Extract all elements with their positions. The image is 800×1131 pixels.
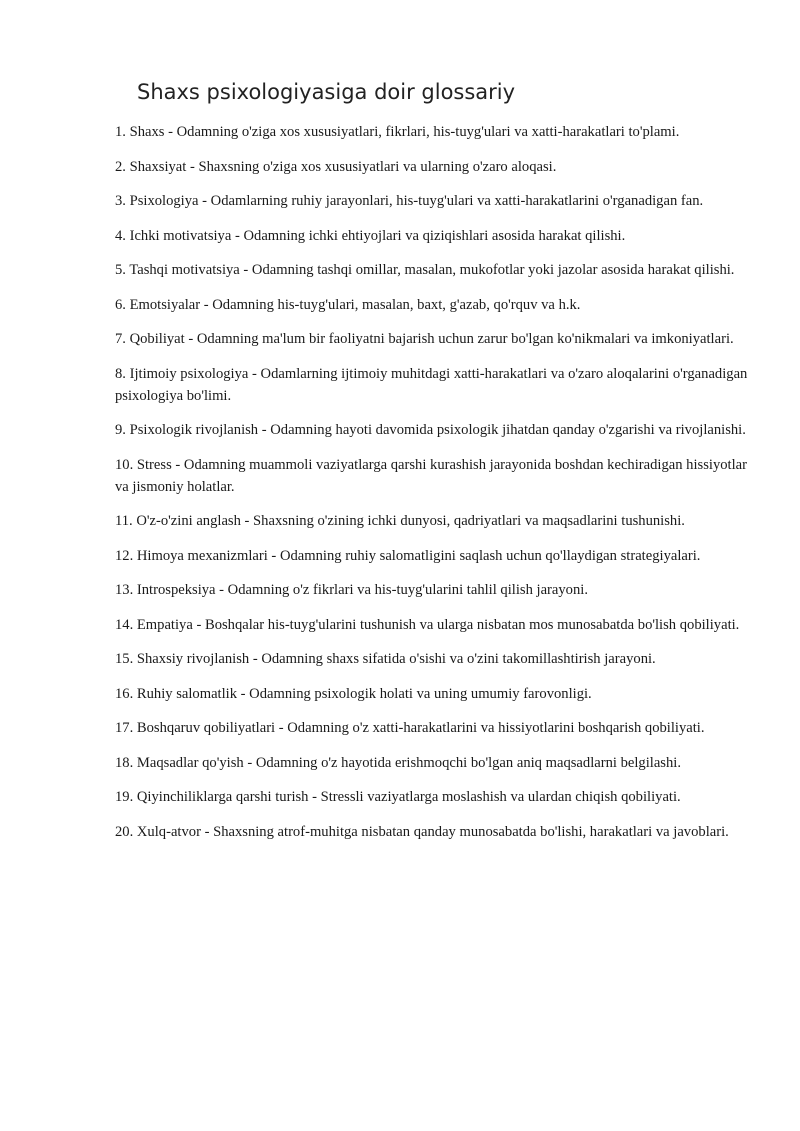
glossary-entry: 12. Himoya mexanizmlari - Odamning ruhiy salomatligini saqlash uchun qo'llaydigan strategiyalari. <box>115 547 701 564</box>
glossary-entry: 2. Shaxsiyat - Shaxsning o'ziga xos xususiyatlari va ularning o'zaro aloqasi. <box>115 158 557 175</box>
glossary-entry: 18. Maqsadlar qo'yish - Odamning o'z hayotida erishmoqchi bo'lgan aniq maqsadlarni belgilashi. <box>115 754 681 771</box>
glossary-entry: 5. Tashqi motivatsiya - Odamning tashqi omillar, masalan, mukofotlar yoki jazolar asosida harakat qilishi. <box>115 262 735 278</box>
glossary-entry: 19. Qiyinchiliklarga qarshi turish - Stressli vaziyatlarga moslashish va ulardan chiqish qobiliyati. <box>115 789 681 805</box>
glossary-entry: 10. Stress - Odamning muammoli vaziyatlarga qarshi kurashish jarayonida boshdan kechiradigan hissiyotlar va jismoniy holatlar. <box>115 456 747 495</box>
glossary-list <box>115 121 750 855</box>
glossary-entry: 6. Emotsiyalar - Odamning his-tuyg'ulari, masalan, baxt, g'azab, qo'rquv va h.k. <box>115 296 581 313</box>
glossary-entry: 20. Xulq-atvor - Shaxsning atrof-muhitga nisbatan qanday munosabatda bo'lishi, harakatlari va javoblari. <box>115 823 729 840</box>
glossary-entry: 15. Shaxsiy rivojlanish - Odamning shaxs sifatida o'sishi va o'zini takomillashtirish jarayoni. <box>115 651 656 667</box>
document-title: Shaxs psixologiyasiga doir glossariy <box>137 80 516 104</box>
glossary-entry: 13. Introspeksiya - Odamning o'z fikrlari va his-tuyg'ularini tahlil qilish jarayoni. <box>115 582 588 598</box>
glossary-entry: 1. Shaxs - Odamning o'ziga xos xususiyatlari, fikrlari, his-tuyg'ulari va xatti-harakatlari to'plami. <box>115 124 680 140</box>
glossary-entry: 14. Empatiya - Boshqalar his-tuyg'ularini tushunish va ularga nisbatan mos munosabatda bo'lish qobiliyati. <box>115 616 740 633</box>
glossary-entry: 9. Psixologik rivojlanish - Odamning hayoti davomida psixologik jihatdan qanday o'zgarishi va rivojlanishi. <box>115 422 746 438</box>
glossary-entry: 7. Qobiliyat - Odamning ma'lum bir faoliyatni bajarish uchun zarur bo'lgan ko'nikmalari va imkoniyatlari. <box>115 331 734 347</box>
glossary-entry: 11. O'z-o'zini anglash - Shaxsning o'zining ichki dunyosi, qadriyatlari va maqsadlarini tushunishi. <box>115 513 685 529</box>
glossary-entry: 8. Ijtimoiy psixologiya - Odamlarning ijtimoiy muhitdagi xatti-harakatlari va o'zaro aloqalarini o'rganadigan psixologiya bo'limi. <box>115 365 748 404</box>
glossary-entry: 4. Ichki motivatsiya - Odamning ichki ehtiyojlari va qiziqishlari asosida harakat qilishi. <box>115 227 626 244</box>
glossary-entry: 16. Ruhiy salomatlik - Odamning psixologik holati va uning umumiy farovonligi. <box>115 685 592 702</box>
glossary-entry: 17. Boshqaruv qobiliyatlari - Odamning o'z xatti-harakatlarini va hissiyotlarini boshqarish qobiliyati. <box>115 720 705 736</box>
glossary-entry: 3. Psixologiya - Odamlarning ruhiy jarayonlari, his-tuyg'ulari va xatti-harakatlarini o'rganadigan fan. <box>115 193 704 209</box>
